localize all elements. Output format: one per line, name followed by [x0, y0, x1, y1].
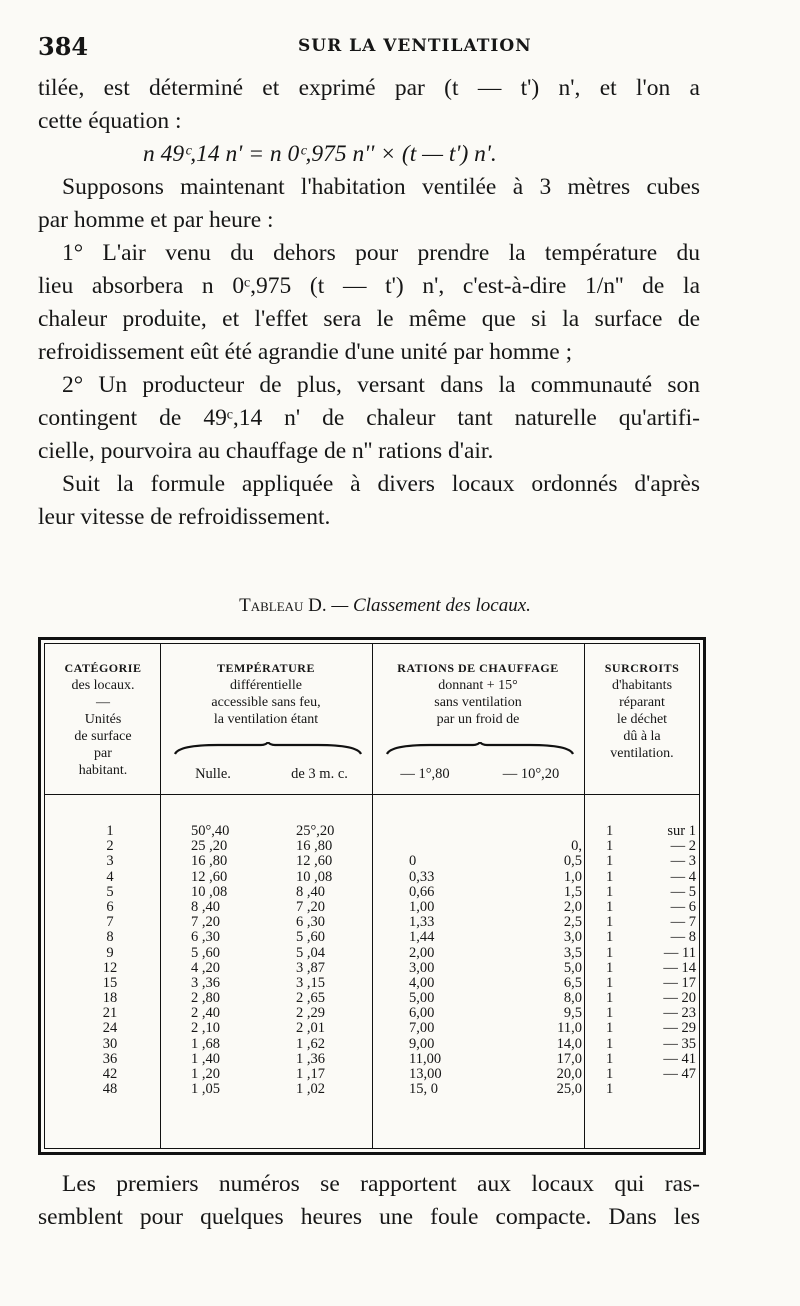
table-cell: 10 ,08	[191, 883, 228, 900]
table-cell: 1	[606, 1066, 614, 1082]
table-cell: 2,0	[563, 898, 582, 915]
table-cell: 11,00	[409, 1050, 442, 1067]
table-cell: 1,33	[409, 914, 435, 931]
table-cell: 1	[606, 974, 614, 991]
table-cell: 1 ,05	[191, 1081, 220, 1098]
text-line: lieu absorbera n 0ᶜ,975 (t — t') n', c'est-à-dire 1/n'' de la	[38, 273, 700, 299]
table-cell: — 3	[670, 853, 696, 870]
text-line: par homme et par heure :	[38, 207, 274, 233]
table-cell: 0,66	[409, 883, 435, 900]
table-cell: 1	[606, 929, 614, 946]
table-cell: — 2	[670, 838, 696, 855]
table-cell: 1	[606, 914, 614, 931]
header-categorie	[47, 660, 159, 779]
table-cell: 1,5	[563, 883, 582, 900]
table-cell: — 4	[670, 868, 696, 885]
temperature-brace	[173, 742, 363, 756]
table-cell: 50°,40	[191, 823, 230, 839]
table-cell: 12 ,60	[191, 868, 228, 885]
header-text: réparant	[619, 695, 665, 710]
table-cell: 2 ,10	[191, 1020, 220, 1037]
table-cell: 1	[606, 990, 614, 1007]
table-cell: 3 ,36	[191, 974, 220, 991]
table-cell: — 7	[670, 914, 696, 931]
table-cell: 1	[606, 868, 614, 885]
table-cell: — 14	[663, 959, 696, 976]
column-surcroits	[590, 824, 702, 1097]
table-row	[590, 991, 702, 1006]
table-cell: 15	[102, 974, 118, 991]
table-cell: 1	[606, 838, 614, 855]
table-cell: 8,0	[563, 990, 582, 1007]
header-divider	[45, 794, 699, 795]
table-cell: 1	[606, 823, 614, 839]
table-cell: — 17	[663, 974, 696, 991]
column-categorie	[55, 824, 165, 1097]
table-cell: 2 ,65	[296, 990, 325, 1007]
table-cell: 16 ,80	[191, 853, 228, 870]
caption-label: Tableau D.	[239, 595, 327, 616]
header-text: SURCROITS	[604, 661, 680, 675]
table-cell: 4	[106, 868, 114, 885]
table-cell: 4 ,20	[191, 959, 220, 976]
table-cell: 8 ,40	[191, 898, 220, 915]
table-row	[590, 1021, 702, 1036]
table-cell: 48	[102, 1081, 118, 1098]
table-cell: 14,0	[556, 1035, 582, 1052]
table-cell: 3,00	[409, 959, 435, 976]
table-cell: 1,0	[563, 868, 582, 885]
table-cell: 0	[409, 853, 417, 870]
table-cell: 42	[102, 1066, 118, 1082]
caption-title: — Classement des locaux.	[331, 595, 531, 616]
table-cell: 9,00	[409, 1035, 435, 1052]
header-text: par	[94, 746, 112, 761]
header-text: d'habitants	[611, 678, 673, 693]
table-cell: 25,0	[556, 1081, 582, 1098]
ration-sub-180: — 1°,80	[400, 766, 450, 782]
table-row	[590, 961, 702, 976]
table-row	[590, 900, 702, 915]
table-cell: 1,44	[409, 929, 435, 946]
running-title: SUR LA VENTILATION	[298, 36, 532, 56]
table-cell: 7 ,20	[296, 898, 325, 915]
table-cell: 3,0	[563, 929, 582, 946]
table-cell: 25°,20	[296, 823, 335, 839]
table-cell: 0,5	[563, 853, 582, 870]
table-cell: 1 ,20	[191, 1066, 220, 1082]
text-line: 1° L'air venu du dehors pour prendre la température du	[62, 240, 700, 266]
table-cell: 21	[102, 1005, 118, 1022]
table-cell: 1	[606, 1005, 614, 1022]
table-row	[590, 854, 702, 869]
classification-table	[38, 637, 706, 1155]
table-cell: 2 ,80	[191, 990, 220, 1007]
table-cell: 2 ,29	[296, 1005, 325, 1022]
table-row	[590, 976, 702, 991]
table-caption	[0, 595, 770, 617]
table-cell: 1 ,36	[296, 1050, 325, 1067]
table-cell: 1	[606, 944, 614, 961]
page-header	[38, 32, 758, 66]
text-line: cielle, pourvoira au chauffage de n'' rations d'air.	[38, 438, 494, 464]
table-cell: 2,5	[563, 914, 582, 931]
header-text: ventilation.	[610, 746, 674, 761]
table-row	[590, 870, 702, 885]
table-cell: 5	[106, 883, 114, 900]
table-cell: 6	[106, 898, 114, 915]
table-cell: 7,00	[409, 1020, 435, 1037]
text-line: tilée, est déterminé et exprimé par (t — t') n', et l'on a	[38, 75, 700, 101]
table-cell: 3,5	[563, 944, 582, 961]
text-line: Supposons maintenant l'habitation ventilée à 3 mètres cubes	[62, 174, 700, 200]
text-line: Les premiers numéros se rapportent aux locaux qui ras-	[62, 1171, 700, 1197]
table-cell: 6,5	[563, 974, 582, 991]
table-cell: 3	[106, 853, 114, 870]
table-cell: 7 ,20	[191, 914, 220, 931]
text-line: Suit la formule appliquée à divers locaux ordonnés d'après	[62, 471, 700, 497]
table-cell: 1	[606, 898, 614, 915]
table-cell: — 5	[670, 883, 696, 900]
table-inner-frame	[44, 643, 700, 1149]
table-cell: — 29	[663, 1020, 696, 1037]
table-cell: 6 ,30	[296, 914, 325, 931]
table-cell: 9	[106, 944, 114, 961]
table-cell: 2	[106, 838, 114, 855]
body-text-top	[38, 72, 700, 534]
header-text: accessible sans feu,	[211, 695, 321, 710]
table-cell: 1	[606, 1035, 614, 1052]
table-row	[590, 839, 702, 854]
text-line: refroidissement eût été agrandie d'une unité par homme ;	[38, 339, 573, 365]
table-cell: 13,00	[409, 1066, 442, 1082]
table-cell: 1	[606, 1081, 614, 1098]
table-cell: 1 ,17	[296, 1066, 325, 1082]
table-cell: 11,0	[557, 1020, 582, 1037]
table-cell: 25 ,20	[191, 838, 228, 855]
text-line: cette équation :	[38, 108, 182, 134]
header-text: des locaux.	[71, 678, 135, 693]
text-line: 2° Un producteur de plus, versant dans la communauté son	[62, 372, 700, 398]
table-cell: 5,00	[409, 990, 435, 1007]
text-line: chaleur produite, et l'effet sera le même que si la surface de	[38, 306, 700, 332]
table-cell: 12 ,60	[296, 853, 333, 870]
table-cell: — 8	[670, 929, 696, 946]
table-cell: 8 ,40	[296, 883, 325, 900]
table-cell: 1	[606, 1050, 614, 1067]
temp-sub-nulle: Nulle.	[195, 766, 231, 782]
header-text: —	[96, 695, 110, 710]
table-cell: 7	[106, 914, 114, 931]
body-text-bottom	[38, 1168, 700, 1234]
header-text: le déchet	[616, 712, 668, 727]
table-cell: — 23	[663, 1005, 696, 1022]
table-cell: 1	[106, 823, 114, 839]
table-cell: 6,00	[409, 1005, 435, 1022]
column-ration-1020	[482, 824, 582, 1097]
page-number: 384	[38, 32, 89, 61]
table-row	[590, 1067, 702, 1082]
table-cell: 1	[606, 883, 614, 900]
header-text: par un froid de	[436, 712, 520, 727]
table-cell: 1	[606, 853, 614, 870]
table-cell: 1 ,40	[191, 1050, 220, 1067]
table-cell: 16 ,80	[296, 838, 333, 855]
table-cell: — 35	[663, 1035, 696, 1052]
table-cell: — 41	[663, 1050, 696, 1067]
table-cell: sur 1	[667, 823, 696, 839]
header-temperature	[161, 660, 371, 728]
table-cell: 20,0	[556, 1066, 582, 1082]
table-cell: 30	[102, 1035, 118, 1052]
text-line: semblent pour quelques heures une foule compacte. Dans les	[38, 1204, 700, 1230]
header-text: différentielle	[229, 678, 303, 693]
table-row	[590, 930, 702, 945]
table-cell: 1 ,68	[191, 1035, 220, 1052]
rations-brace	[385, 742, 575, 756]
table-cell: 18	[102, 990, 118, 1007]
table-cell: 17,0	[556, 1050, 582, 1067]
table-cell: 6 ,30	[191, 929, 220, 946]
table-cell: 2 ,40	[191, 1005, 220, 1022]
header-surcroits	[585, 660, 699, 762]
table-row	[590, 885, 702, 900]
table-cell: 15, 0	[409, 1081, 438, 1098]
header-text: CATÉGORIE	[64, 661, 142, 675]
table-row	[590, 946, 702, 961]
text-line: leur vitesse de refroidissement.	[38, 504, 331, 530]
table-row	[590, 1006, 702, 1021]
table-cell: 1 ,62	[296, 1035, 325, 1052]
table-cell: 3 ,87	[296, 959, 325, 976]
table-cell: 9,5	[563, 1005, 582, 1022]
header-text: Unités	[84, 712, 122, 727]
table-cell: 2,00	[409, 944, 435, 961]
header-text: la ventilation étant	[213, 712, 319, 727]
ration-sub-1020: — 10°,20	[502, 766, 560, 782]
table-cell: 1	[606, 959, 614, 976]
table-cell: 5 ,04	[296, 944, 325, 961]
temp-sub-3mc: de 3 m. c.	[291, 766, 348, 782]
table-cell: 3 ,15	[296, 974, 325, 991]
header-text: dû à la	[623, 729, 661, 744]
table-cell: 1 ,02	[296, 1081, 325, 1098]
equation: n 49ᶜ,14 n' = n 0ᶜ,975 n'' × (t — t') n'.	[143, 141, 497, 167]
table-cell: 5 ,60	[191, 944, 220, 961]
table-row	[590, 1082, 702, 1097]
table-cell: — 47	[663, 1066, 696, 1082]
table-row	[590, 1052, 702, 1067]
table-cell: 4,00	[409, 974, 435, 991]
text-line: contingent de 49ᶜ,14 n' de chaleur tant naturelle qu'artifi-	[38, 405, 700, 431]
header-text: donnant + 15°	[438, 678, 518, 693]
table-cell: 1	[606, 1020, 614, 1037]
table-cell: 12	[102, 959, 118, 976]
table-cell: — 6	[670, 898, 696, 915]
header-text: habitant.	[78, 763, 128, 778]
table-row	[590, 824, 702, 839]
table-cell: 1,00	[409, 898, 435, 915]
header-text: RATIONS DE CHAUFFAGE	[397, 661, 559, 675]
table-row	[590, 1037, 702, 1052]
table-cell: 24	[102, 1020, 118, 1037]
header-text: sans ventilation	[434, 695, 522, 710]
header-text: de surface	[74, 729, 132, 744]
table-cell	[482, 824, 582, 839]
table-cell: — 20	[663, 990, 696, 1007]
table-cell: 0,33	[409, 868, 435, 885]
table-cell: 10 ,08	[296, 868, 333, 885]
table-cell: 5 ,60	[296, 929, 325, 946]
table-cell: 0,	[571, 838, 582, 855]
table-cell: — 11	[663, 944, 696, 961]
table-cell: 5,0	[563, 959, 582, 976]
table-row	[590, 915, 702, 930]
header-text: TEMPÉRATURE	[217, 661, 315, 675]
table-cell: 2 ,01	[296, 1020, 325, 1037]
table-cell: 36	[102, 1050, 118, 1067]
table-cell: 8	[106, 929, 114, 946]
header-rations	[373, 660, 583, 728]
